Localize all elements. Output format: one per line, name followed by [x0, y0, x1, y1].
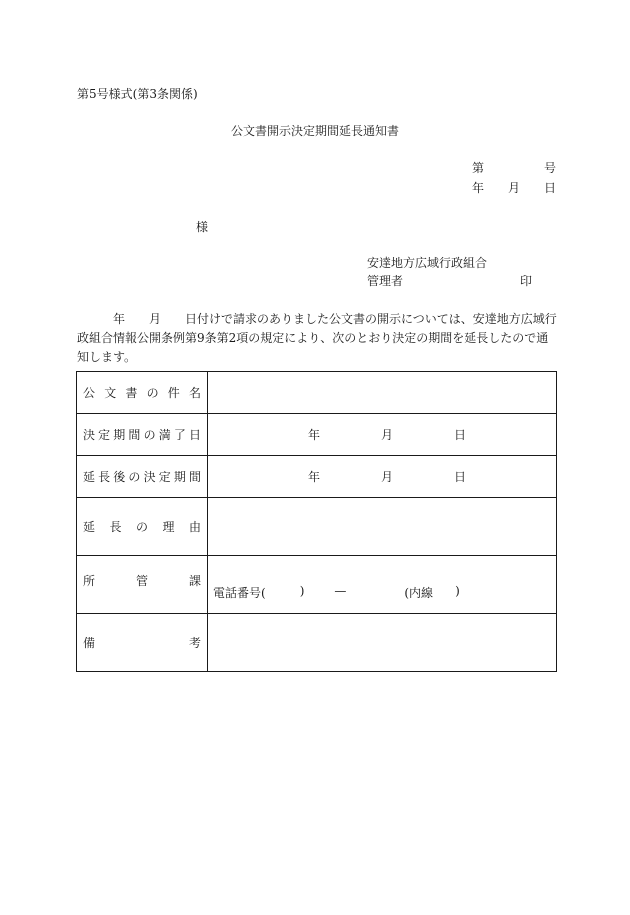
label-remarks — [77, 614, 208, 672]
label-char: の — [143, 428, 156, 442]
label-char: 間 — [128, 428, 141, 442]
label-document-name — [77, 372, 208, 414]
table-row-extension-reason — [77, 498, 557, 556]
field-extended-period[interactable] — [208, 456, 557, 498]
notice-form-table — [76, 371, 557, 672]
label-char: の — [135, 520, 148, 534]
label-char: 備 — [83, 636, 96, 650]
table-row-department — [77, 556, 557, 614]
document-number — [472, 160, 556, 176]
table-row-extended-period — [77, 456, 557, 498]
seal-mark: 印 — [520, 274, 533, 288]
expiry-month-unit: 月 — [381, 428, 394, 442]
label-char: 期 — [173, 470, 186, 484]
label-department — [77, 556, 208, 614]
document-date-day: 日 — [543, 181, 556, 195]
label-extended-period — [77, 456, 208, 498]
form-number: 第5号様式(第3条関係) — [77, 87, 198, 101]
sender-organization: 安達地方広域行政組合 — [367, 256, 488, 270]
extended-year-unit: 年 — [308, 470, 321, 484]
table-row-remarks — [77, 614, 557, 672]
document-date-year: 年 — [472, 181, 485, 195]
field-remarks[interactable] — [208, 614, 557, 672]
field-extension-reason[interactable] — [208, 498, 557, 556]
body-text: 日付けで請求のありました公文書の開示については、安達地方広域行政組合情報公開条例第9条第2項の規定により、次のとおり決定の期間を延長したので通知します。 — [77, 312, 557, 364]
label-char: 後 — [113, 470, 126, 484]
body-paragraph — [77, 310, 558, 367]
label-char: 理 — [162, 520, 175, 534]
extended-day-unit: 日 — [454, 470, 467, 484]
label-char: 書 — [125, 386, 138, 400]
label-char: 日 — [188, 428, 201, 442]
label-char: 定 — [98, 428, 111, 442]
document-number-prefix: 第 — [472, 161, 485, 175]
document-date-month: 月 — [507, 181, 520, 195]
document-title: 公文書開示決定期間延長通知書 — [230, 124, 399, 138]
label-char: 期 — [113, 428, 126, 442]
extended-month-unit: 月 — [381, 470, 394, 484]
label-char: 満 — [158, 428, 171, 442]
table-row-document-name — [77, 372, 557, 414]
label-char: 管 — [135, 574, 148, 588]
label-char: 公 — [83, 386, 96, 400]
label-char: 件 — [167, 386, 180, 400]
label-char: の — [146, 386, 159, 400]
document-date — [472, 180, 556, 196]
phone-dash: — — [334, 584, 347, 598]
phone-extension: (内線 — [404, 586, 434, 600]
label-char: 了 — [173, 428, 186, 442]
label-char: 考 — [188, 636, 201, 650]
label-char: 決 — [143, 470, 156, 484]
addressee-honorific: 様 — [196, 220, 209, 234]
expiry-year-unit: 年 — [308, 428, 321, 442]
label-char: の — [128, 470, 141, 484]
phone-close: ) — [299, 584, 305, 598]
label-expiry-date — [77, 414, 208, 456]
label-char: 文 — [104, 386, 117, 400]
label-char: 定 — [158, 470, 171, 484]
label-extension-reason — [77, 498, 208, 556]
label-char: 由 — [188, 520, 201, 534]
field-document-name[interactable] — [208, 372, 557, 414]
field-department[interactable] — [208, 556, 557, 614]
document-number-suffix: 号 — [543, 161, 556, 175]
label-char: 決 — [83, 428, 96, 442]
expiry-day-unit: 日 — [454, 428, 467, 442]
phone-line — [208, 556, 556, 601]
label-char: 延 — [83, 470, 96, 484]
label-char: 所 — [83, 574, 96, 588]
label-char: 間 — [188, 470, 201, 484]
sender-title: 管理者 — [367, 274, 404, 288]
label-char: 名 — [188, 386, 201, 400]
body-date-year: 年 — [113, 312, 126, 326]
phone-extension-close: ) — [455, 584, 460, 598]
body-date-month: 月 — [149, 312, 162, 326]
phone-prefix: 電話番号( — [213, 586, 266, 600]
label-char: 課 — [188, 574, 201, 588]
label-char: 延 — [83, 520, 96, 534]
field-expiry-date[interactable] — [208, 414, 557, 456]
table-row-expiry-date — [77, 414, 557, 456]
label-char: 長 — [98, 470, 111, 484]
label-char: 長 — [109, 520, 122, 534]
